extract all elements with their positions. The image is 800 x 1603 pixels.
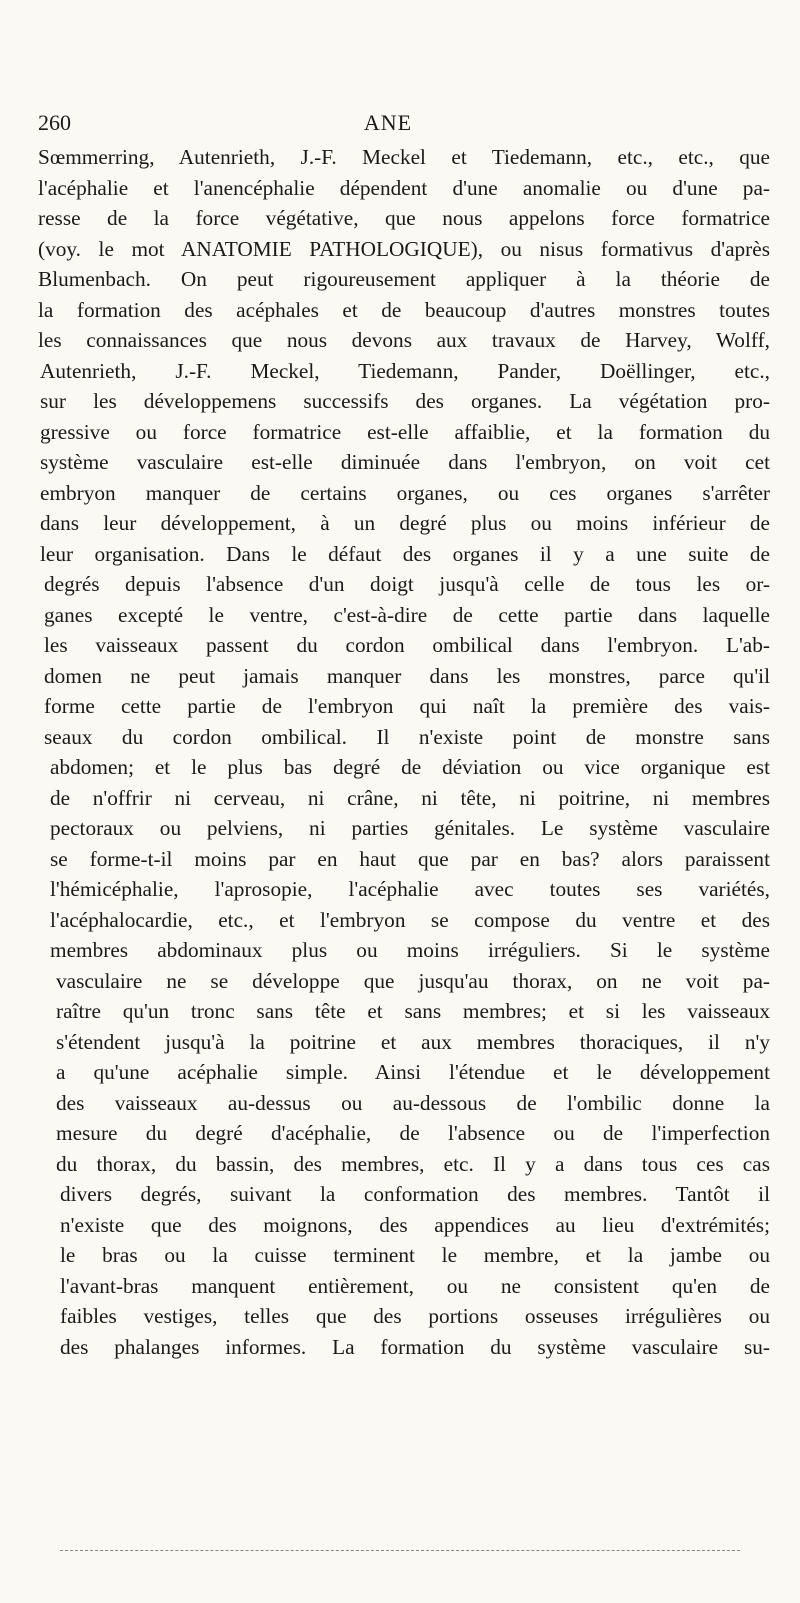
text-line: (voy. le mot ANATOMIE PATHOLOGIQUE), ou nisus formativus d'après (38, 236, 770, 261)
page-number: 260 (38, 110, 71, 135)
text-line: raître qu'un tronc sans tête et sans membres; et si les vaisseaux (56, 999, 770, 1023)
footer-dashed-rule (60, 1550, 740, 1551)
text-line: se forme-t-il moins par en haut que par en bas? alors paraissent (50, 846, 770, 871)
text-line: l'hémicéphalie, l'aprosopie, l'acéphalie avec toutes ses variétés, (50, 877, 770, 901)
text-line: du thorax, du bassin, des membres, etc. Il y a dans tous ces cas (56, 1151, 770, 1176)
text-line: sur les développemens successifs des organes. La végétation pro- (40, 389, 770, 413)
text-line: divers degrés, suivant la conformation des membres. Tantôt il (60, 1182, 770, 1206)
text-line: embryon manquer de certains organes, ou ces organes s'arrêter (40, 480, 770, 505)
text-line: a qu'une acéphalie simple. Ainsi l'étendue et le développement (56, 1060, 770, 1084)
running-head: ANE (363, 110, 413, 135)
text-line: les vaisseaux passent du cordon ombilical dans l'embryon. L'ab- (44, 633, 770, 657)
text-line: mesure du degré d'acéphalie, de l'absence ou de l'imperfection (56, 1121, 770, 1145)
body-text (38, 142, 770, 1362)
text-line: la formation des acéphales et de beaucoup d'autres monstres toutes (38, 297, 770, 322)
text-line: dans leur développement, à un degré plus ou moins inférieur de (40, 511, 770, 535)
text-line: vasculaire ne se développe que jusqu'au thorax, on ne voit pa- (56, 968, 770, 993)
text-line: des phalanges informes. La formation du système vasculaire su- (60, 1334, 770, 1359)
text-line: les connaissances que nous devons aux travaux de Harvey, Wolff, (38, 328, 770, 352)
text-line: domen ne peut jamais manquer dans les monstres, parce qu'il (44, 663, 770, 688)
text-line: degrés depuis l'absence d'un doigt jusqu'à celle de tous les or- (44, 572, 770, 596)
text-line: forme cette partie de l'embryon qui naît la première des vais- (44, 694, 770, 718)
text-line: n'existe que des moignons, des appendices au lieu d'extrémités; (60, 1212, 770, 1237)
text-line: Sœmmerring, Autenrieth, J.-F. Meckel et Tiedemann, etc., etc., que (38, 145, 770, 169)
text-line: ganes excepté le ventre, c'est-à-dire de cette partie dans laquelle (44, 602, 770, 627)
text-line: l'acéphalie et l'anencéphalie dépendent d'une anomalie ou d'une pa- (38, 175, 770, 200)
text-line: resse de la force végétative, que nous appelons force formatrice (38, 206, 770, 230)
text-line: des vaisseaux au-dessus ou au-dessous de l'ombilic donne la (56, 1090, 770, 1115)
text-line: gressive ou force formatrice est-elle affaiblie, et la formation du (40, 419, 770, 444)
text-line: abdomen; et le plus bas degré de déviation ou vice organique est (50, 755, 770, 779)
text-line: membres abdominaux plus ou moins irréguliers. Si le système (50, 938, 770, 962)
text-line: seaux du cordon ombilical. Il n'existe point de monstre sans (44, 724, 770, 749)
text-line: faibles vestiges, telles que des portions osseuses irrégulières ou (60, 1304, 770, 1328)
text-line: s'étendent jusqu'à la poitrine et aux membres thoraciques, il n'y (56, 1029, 770, 1054)
text-line: système vasculaire est-elle diminuée dans l'embryon, on voit cet (40, 450, 770, 474)
text-line: l'acéphalocardie, etc., et l'embryon se compose du ventre et des (50, 907, 770, 932)
page-header (38, 108, 738, 138)
text-line: pectoraux ou pelviens, ni parties génitales. Le système vasculaire (50, 816, 770, 840)
text-line: le bras ou la cuisse terminent le membre, et la jambe ou (60, 1243, 770, 1267)
text-line: l'avant-bras manquent entièrement, ou ne consistent qu'en de (60, 1273, 770, 1298)
text-line: de n'offrir ni cerveau, ni crâne, ni tête, ni poitrine, ni membres (50, 785, 770, 810)
text-line: Autenrieth, J.-F. Meckel, Tiedemann, Pander, Doëllinger, etc., (40, 358, 770, 383)
text-line: Blumenbach. On peut rigoureusement appliquer à la théorie de (38, 267, 770, 291)
text-line: leur organisation. Dans le défaut des organes il y a une suite de (40, 541, 770, 566)
